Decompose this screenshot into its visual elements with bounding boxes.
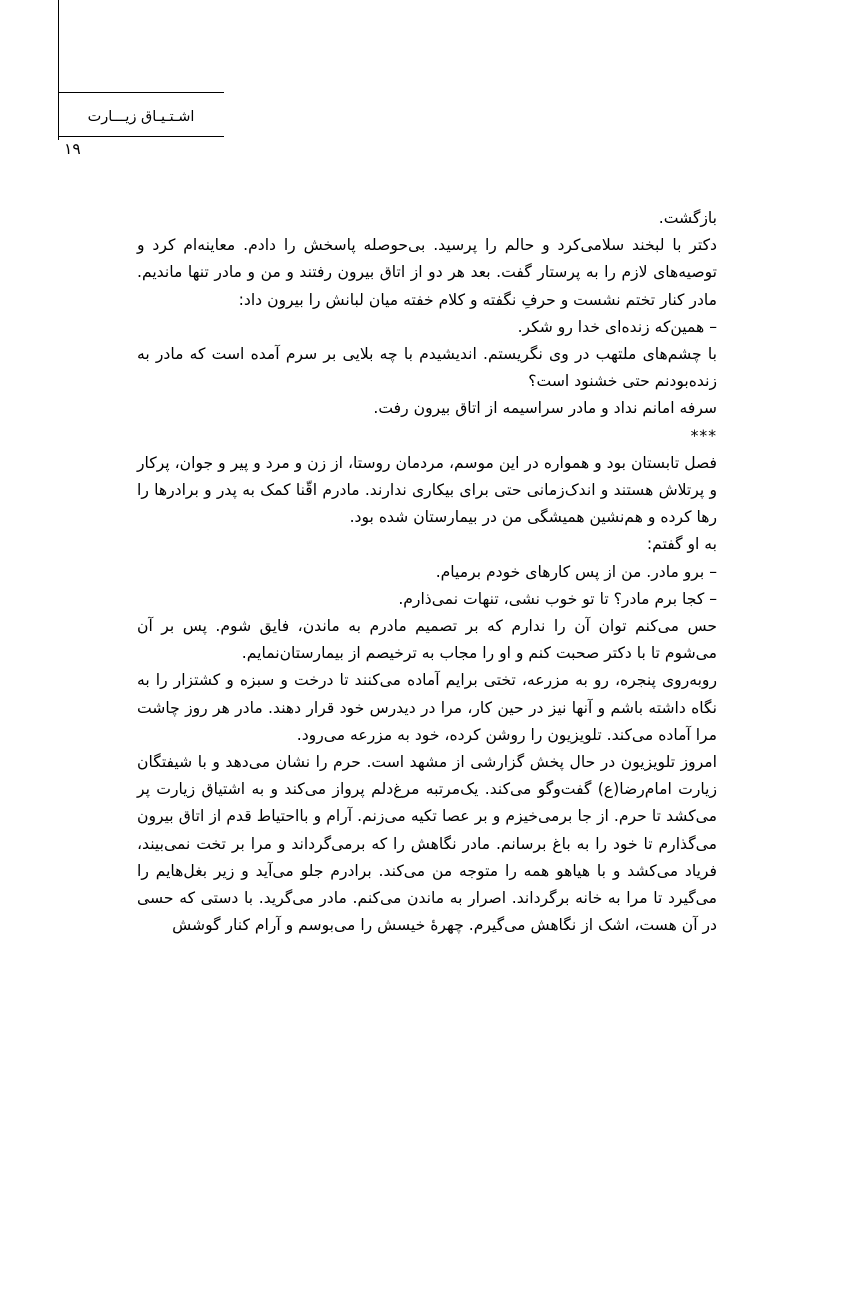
paragraph: فصل تابستان بود و همواره در این موسم، مردمان روستا، از زن و مرد و پیر و جوان، پرکار و پرتلاش هستند و اندک‌زمانی حتی برای بیکاری ندارند. مادرم اقّنا کمک به پدر و برادرها را رها کرده و هم‌نشین همیشگی من در بیمارستان شده بود. [137, 453, 717, 527]
running-head: اشـتـیـاق زیـــارت [87, 109, 195, 125]
paragraph: روبه‌روی پنجره، رو به مزرعه، تختی برایم آماده می‌کنند تا درخت و سبزه و کشتزار را به نگاه داشته باشم و آنها نیز در حین کار، مرا در دیدرس خود قرار دهند. مادر هر روز چاشت مرا آماده می‌کند. تلویزیون را روشن کرده، خود به مزرعه می‌رود. [137, 671, 717, 744]
paragraph: دکتر با لبخند سلامی‌کرد و حالم را پرسید. بی‌حوصله پاسخش را دادم. معاینه‌ام کرد و توصیه‌های لازم را به پرستار گفت. بعد هر دو از اتاق بیرون رفتند و من و مادر تنها ماندیم. مادر کنار تختم نشست و حرفِ نگفته و کلام خفته میان لبانش را بیرون داد: [137, 236, 717, 309]
paragraph: حس می‌کنم توان آن را ندارم که بر تصمیم مادرم به ماندن، فایق شوم. پس بر آن می‌شوم تا با دکتر صحبت کنم و او را مجاب به ترخیصم از بیمارستان‌نمایم. [137, 617, 717, 663]
paragraph: امروز تلویزیون در حال پخش گزارشی از مشهد است. حرم را نشان می‌دهد و با شیفتگان زیارت امام‌رضا(ع) گفت‌وگو می‌کند. یک‌مرتبه مرغ‌دلم پرواز می‌کند و به اشتیاق زیارت پر می‌کشد تا حرم. از جا برمی‌خیزم و بر عصا تکیه می‌زنم. آرام و بااحتیاط قدم از اتاق بیرون می‌گذارم تا خود را به باغ برسانم. مادر نگاهش را که برمی‌گرداند و مرا بر تخت نمی‌بیند، فریاد می‌کشد و با هیاهو همه را متوجه من می‌کند. برادرم جلو می‌آید و زیر بغل‌هایم را می‌گیرد تا مرا به خانه برگرداند. اصرار به ماندن می‌کنم. مادر می‌گرید. با دستی که حسی در آن هست، اشک از نگاهش می‌گیرم. چهرهٔ خیسش را می‌بوسم و آرام کنار گوشش [137, 753, 717, 935]
section-separator: *** [690, 426, 717, 445]
body-text [137, 205, 717, 939]
header-top-rule [58, 92, 224, 93]
paragraph: – برو مادر. من از پس کارهای خودم برمیام. [435, 562, 717, 581]
paragraph: بازگشت. [658, 209, 717, 227]
paragraph: به او گفتم: [646, 535, 717, 554]
page-number: ۱۹ [64, 140, 81, 158]
header-bottom-rule [58, 136, 224, 137]
paragraph: سرفه امانم نداد و مادر سراسیمه از اتاق بیرون رفت. [373, 399, 717, 418]
paragraph: با چشم‌های ملتهب در وی نگریستم. اندیشیدم با چه بلایی بر سرم آمده است که مادر به زنده‌بودنم حتی خشنود است؟ [137, 345, 717, 391]
paragraph: – کجا برم مادر؟ تا تو خوب نشی، تنهات نمی‌ذارم. [398, 589, 717, 608]
paragraph: – همین‌که زنده‌ای خدا رو شکر. [517, 317, 717, 336]
